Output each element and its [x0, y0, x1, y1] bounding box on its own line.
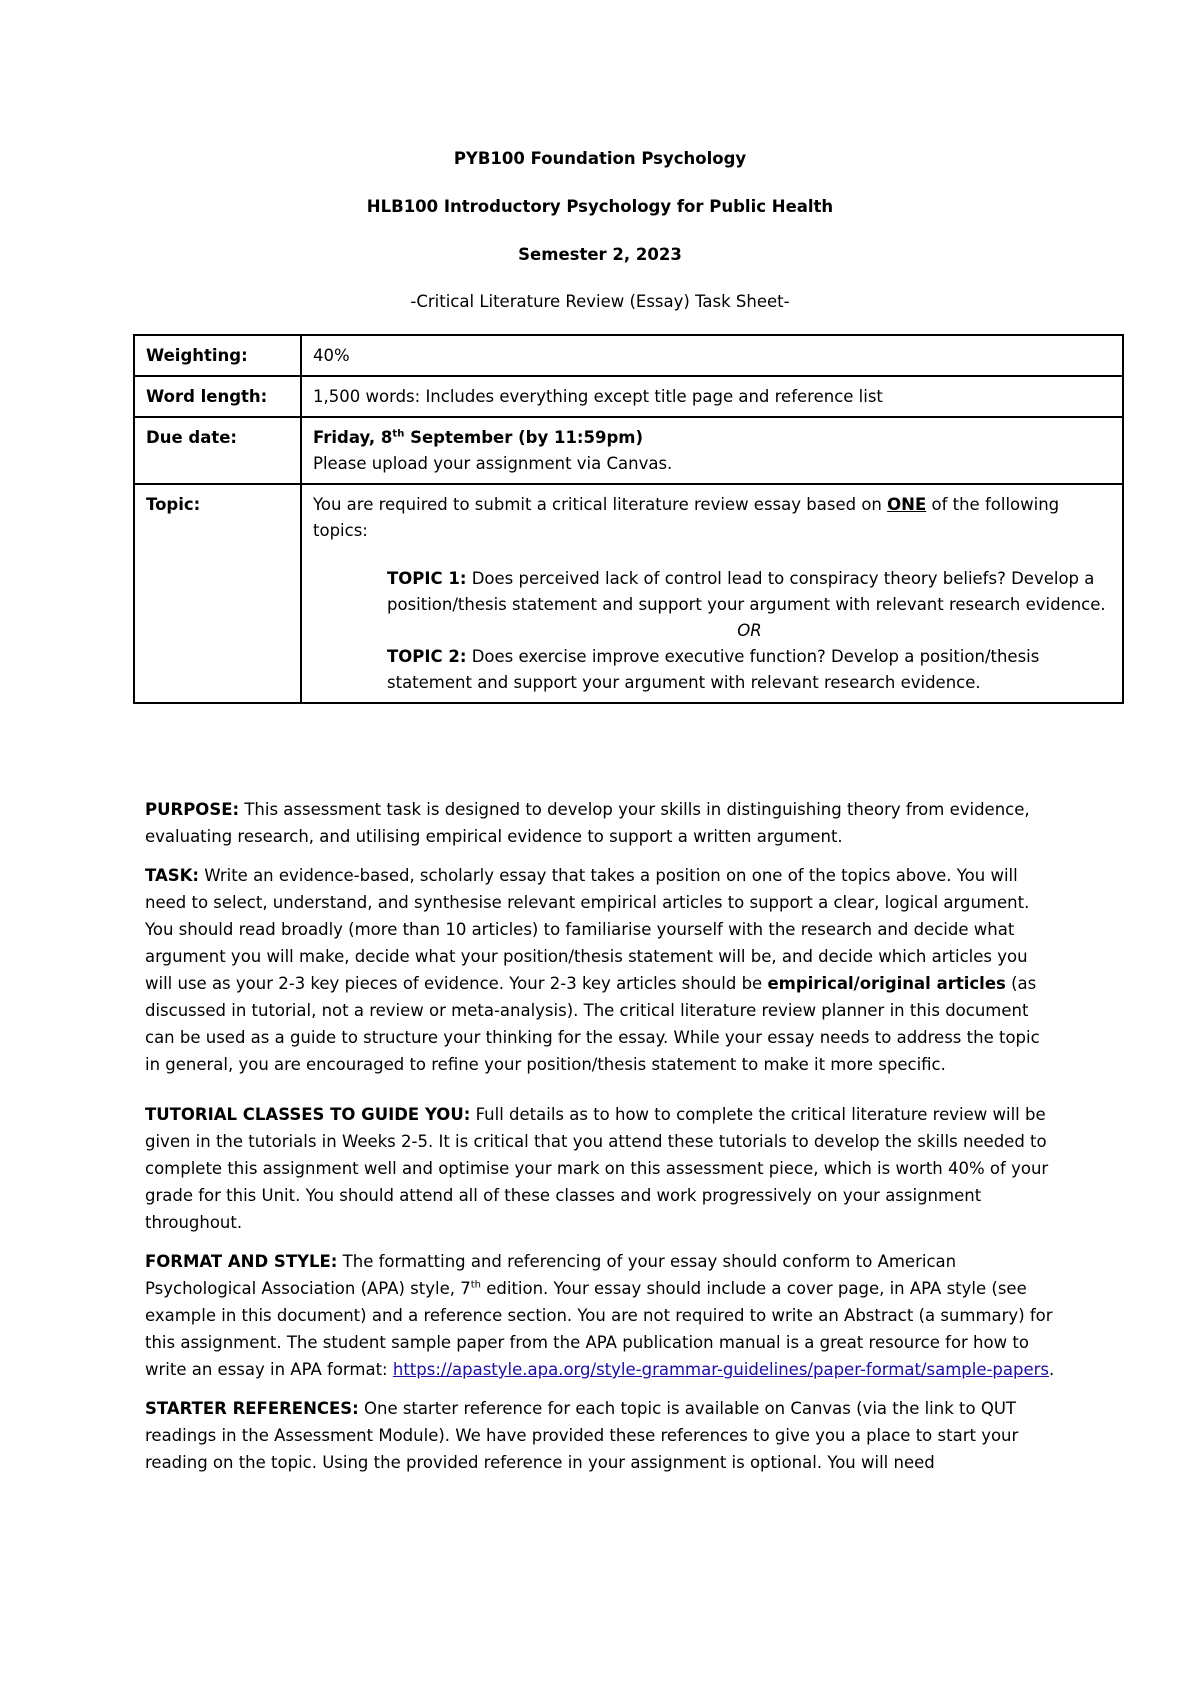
- task-details-table: [133, 334, 1124, 704]
- topic-1: [387, 566, 1112, 618]
- format-label: FORMAT AND STYLE:: [145, 1252, 338, 1271]
- topic-value: [301, 484, 1123, 703]
- word-length-label: Word length:: [134, 376, 301, 417]
- format-paragraph: FORMAT AND STYLE: The formatting and referencing of your essay should conform to American Psychological Association (APA) style, 7th edition. Your essay should include a cover page, in APA style (see example in this document) and a reference section. You are not required to write an Abstract (a summary) for this assignment. The student sample paper from the APA publication manual is a great resource for how to write an essay in APA format: https://apastyle.apa.org/style-grammar-guidelines/paper-format/sample-papers.: [145, 1252, 1055, 1379]
- starter-references-paragraph: STARTER REFERENCES: One starter reference for each topic is available on Canvas (via the link to QUT readings in the Assessment Module). We have provided these references to give you a place to start your reading on the topic. Using the provided reference in your assignment is optional. You will need: [145, 1399, 1019, 1472]
- due-date-day: Friday, 8: [313, 428, 393, 447]
- tutorial-label: TUTORIAL CLASSES TO GUIDE YOU:: [145, 1105, 471, 1124]
- apa-sample-papers-link[interactable]: https://apastyle.apa.org/style-grammar-guidelines/paper-format/sample-papers: [392, 1360, 1050, 1379]
- topic-or-separator: OR: [737, 621, 762, 640]
- topic-2: [387, 644, 1112, 696]
- topic-options: [313, 566, 1112, 696]
- weighting-label: Weighting:: [134, 335, 301, 376]
- tutorial-paragraph: TUTORIAL CLASSES TO GUIDE YOU: Full details as to how to complete the critical literature review will be given in the tutorials in Weeks 2-5. It is critical that you attend these tutorials to develop the skills needed to complete this assignment well and optimise your mark on this assessment piece, which is worth 40% of your grade for this Unit. You should attend all of these classes and work progressively on your assignment throughout.: [145, 1105, 1049, 1232]
- due-date-label: Due date:: [134, 417, 301, 484]
- topic-intro: You are required to submit a critical literature review essay based on ONE of the following topics:: [313, 495, 1060, 540]
- due-date-value: [301, 417, 1123, 484]
- weighting-row: [134, 335, 1123, 376]
- due-date-month-time: September (by 11:59pm): [404, 428, 644, 447]
- topic-1-label: TOPIC 1:: [387, 569, 467, 588]
- task-label: TASK:: [145, 866, 200, 885]
- task-paragraph: TASK: Write an evidence-based, scholarly essay that takes a position on one of the topics above. You will need to select, understand, and synthesise relevant empirical articles to support a clear, logical argument. You should read broadly (more than 10 articles) to familiarise yourself with the research and decide what argument you will make, decide what your position/thesis statement will be, and decide which articles you will use as your 2-3 key pieces of evidence. Your 2-3 key articles should be empirical/original articles (as discussed in tutorial, not a review or meta-analysis). The critical literature review planner in this document can be used as a guide to structure your thinking for the essay. While your essay needs to address the topic in general, you are encouraged to refine your position/thesis statement to make it more specific.: [145, 866, 1040, 1074]
- topic-2-text: Does exercise improve executive function? Develop a position/thesis statement and support your argument with relevant research evidence.: [387, 647, 1040, 692]
- unit-title-pyb100: PYB100 Foundation Psychology: [453, 149, 747, 168]
- body-sections: [145, 796, 1055, 1488]
- due-date-row: [134, 417, 1123, 484]
- purpose-label: PURPOSE:: [145, 800, 240, 819]
- purpose-paragraph: PURPOSE: This assessment task is designed to develop your skills in distinguishing theory from evidence, evaluating research, and utilising empirical evidence to support a written argument.: [145, 800, 1030, 846]
- topic-1-text: Does perceived lack of control lead to conspiracy theory beliefs? Develop a position/thesis statement and support your argument with relevant research evidence.: [387, 569, 1106, 614]
- topic-label: Topic:: [134, 484, 301, 703]
- word-length-value: 1,500 words: Includes everything except title page and reference list: [301, 376, 1123, 417]
- weighting-value: 40%: [301, 335, 1123, 376]
- task-sheet-subtitle: -Critical Literature Review (Essay) Task Sheet-: [410, 292, 790, 311]
- topic-intro-emphasis: ONE: [887, 495, 927, 514]
- word-length-row: [134, 376, 1123, 417]
- due-date-note: Please upload your assignment via Canvas.: [313, 454, 673, 473]
- due-date-suffix: th: [392, 428, 405, 440]
- unit-title-hlb100: HLB100 Introductory Psychology for Public Health: [366, 197, 834, 216]
- semester-title: Semester 2, 2023: [518, 245, 682, 264]
- topic-row: [134, 484, 1123, 703]
- topic-2-label: TOPIC 2:: [387, 647, 467, 666]
- starter-references-label: STARTER REFERENCES:: [145, 1399, 359, 1418]
- task-emphasis: empirical/original articles: [767, 974, 1006, 993]
